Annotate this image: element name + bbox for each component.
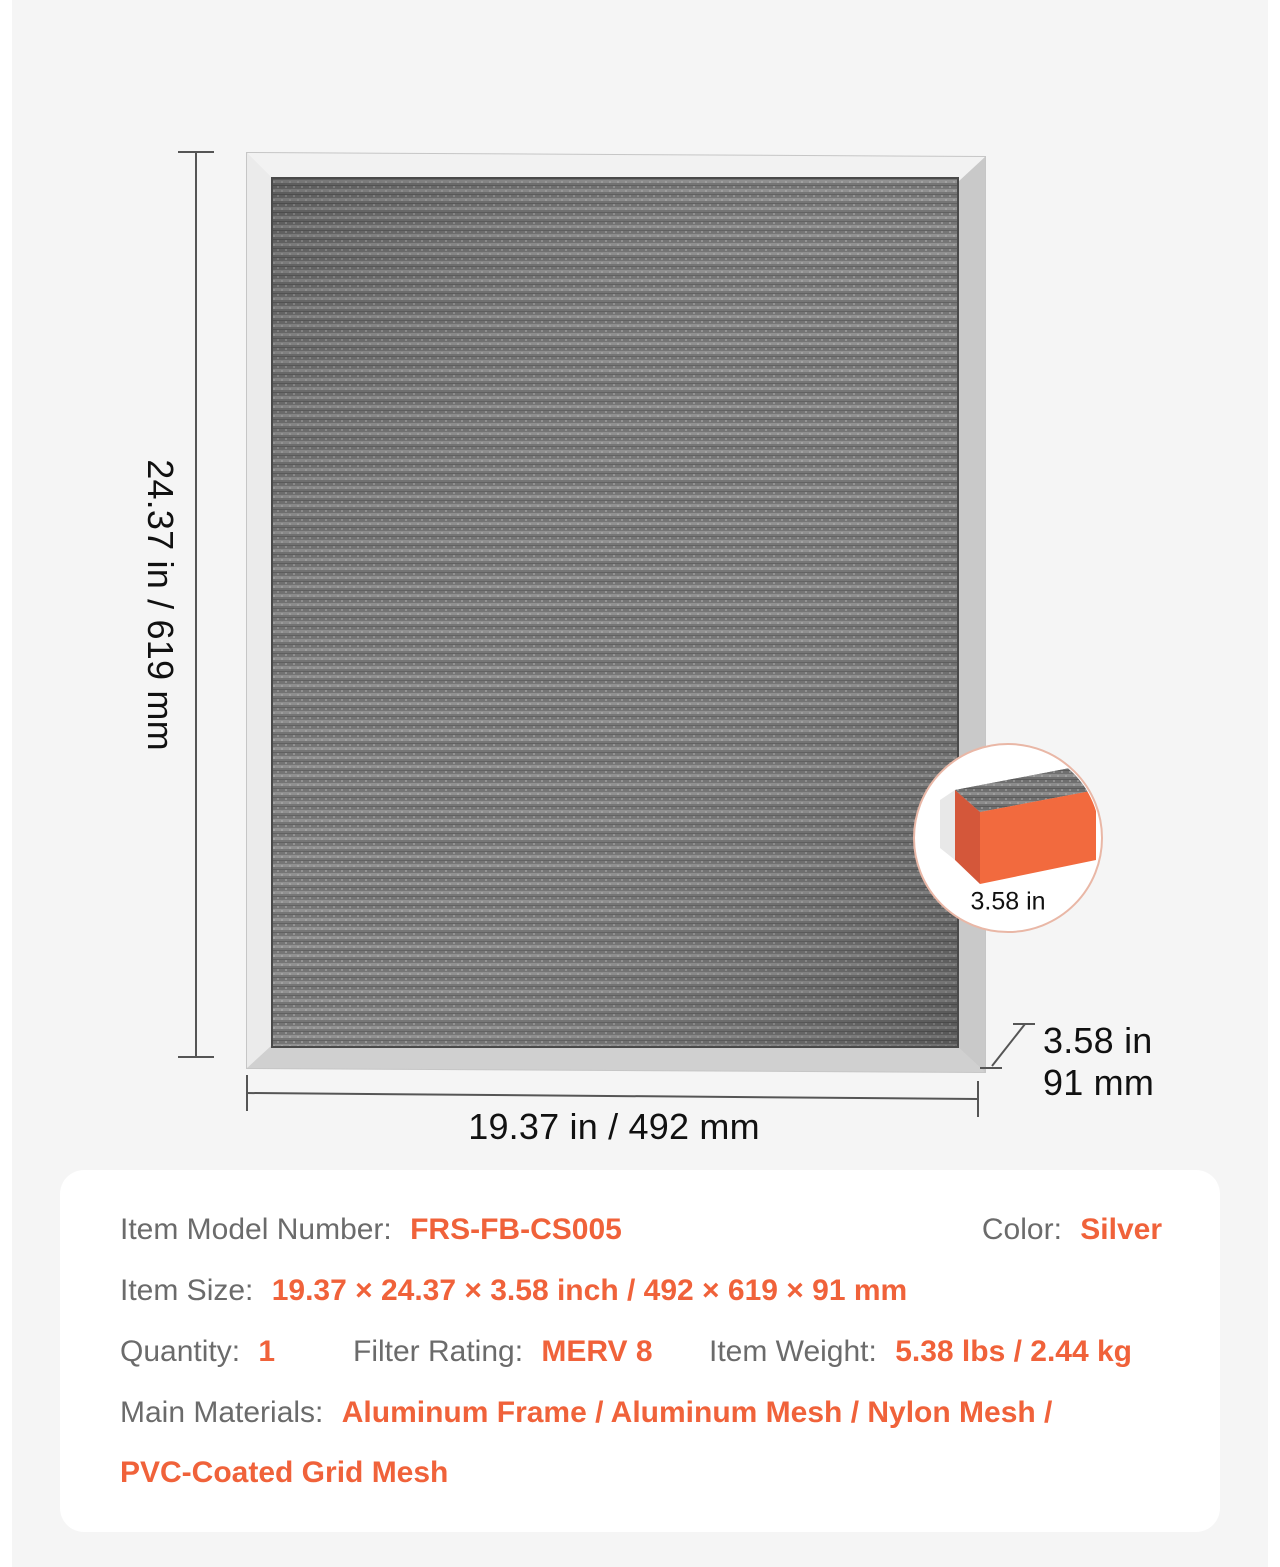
- depth-dimension-inches: 3.58 in: [1043, 1020, 1153, 1061]
- filter-rating-label: Filter Rating:: [353, 1335, 524, 1368]
- height-dimension-label: 24.37 in / 619 mm: [140, 459, 181, 751]
- main-materials-value: Aluminum Frame / Aluminum Mesh / Nylon Mesh /: [341, 1396, 1053, 1429]
- item-weight-value: 5.38 lbs / 2.44 kg: [895, 1335, 1132, 1368]
- quantity-row: [120, 1332, 275, 1372]
- main-materials-row: [120, 1393, 1052, 1433]
- item-weight-row: [709, 1332, 1132, 1372]
- depth-dimension-line: [980, 1024, 1035, 1068]
- quantity-label: Quantity:: [120, 1335, 241, 1368]
- width-dimension-label: 19.37 in / 492 mm: [468, 1106, 760, 1147]
- model-number-label: Item Model Number:: [120, 1213, 392, 1246]
- main-materials-continued-row: [120, 1453, 448, 1493]
- item-size-label: Item Size:: [120, 1274, 254, 1307]
- item-size-row: [120, 1271, 907, 1311]
- color-row: [982, 1210, 1162, 1250]
- filter-rating-row: [353, 1332, 653, 1372]
- item-size-value: 19.37 × 24.37 × 3.58 inch / 492 × 619 × 91 mm: [271, 1274, 908, 1307]
- height-dimension-line: [178, 152, 214, 1057]
- color-label: Color:: [981, 1213, 1062, 1246]
- filter-rating-value: MERV 8: [541, 1335, 653, 1368]
- main-materials-label: Main Materials:: [120, 1396, 324, 1429]
- depth-dimension-mm: 91 mm: [1043, 1062, 1155, 1103]
- color-value: Silver: [1080, 1213, 1162, 1246]
- filter-mesh: [272, 178, 958, 1047]
- item-weight-label: Item Weight:: [709, 1335, 877, 1368]
- model-number-row: [120, 1210, 622, 1250]
- spec-card: [60, 1170, 1220, 1532]
- model-number-value: FRS-FB-CS005: [410, 1213, 622, 1246]
- quantity-value: 1: [258, 1335, 276, 1368]
- main-materials-value-continued: PVC-Coated Grid Mesh: [120, 1456, 449, 1489]
- depth-badge-label: 3.58 in: [970, 887, 1046, 916]
